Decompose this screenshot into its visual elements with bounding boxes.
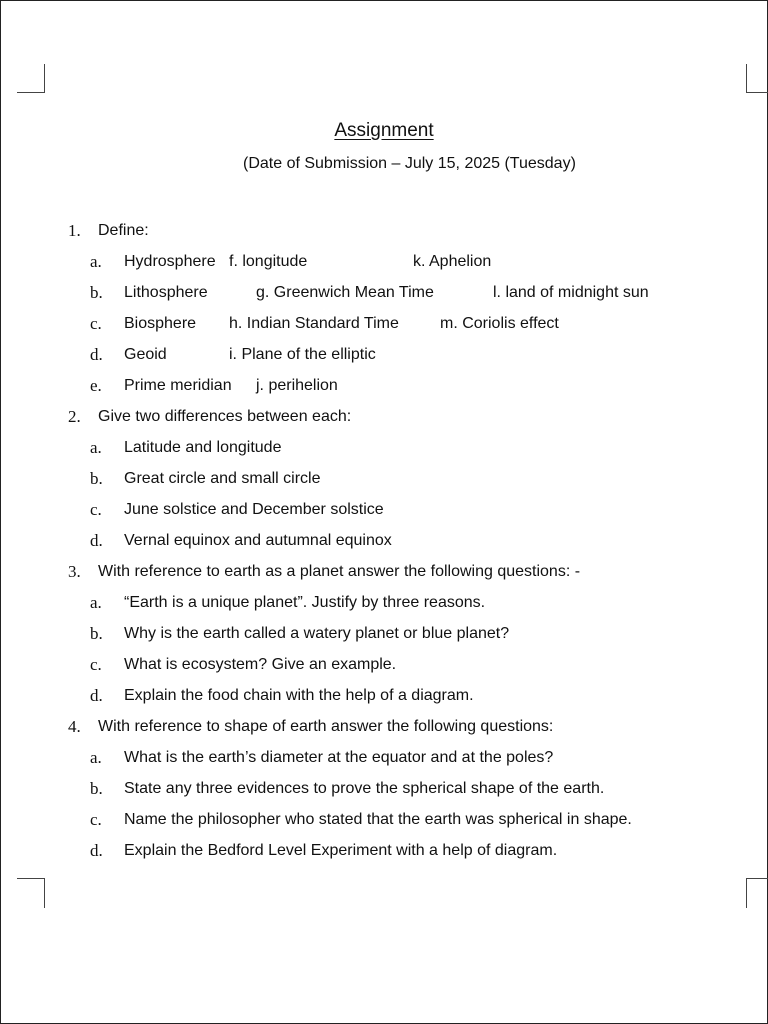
term: l. land of midnight sun — [493, 284, 649, 301]
item-marker: a. — [90, 252, 102, 271]
item-marker: a. — [90, 748, 102, 767]
item-marker: a. — [90, 438, 102, 457]
crop-mark — [746, 878, 747, 908]
term: Lithosphere — [124, 284, 208, 301]
term: i. Plane of the elliptic — [229, 346, 376, 363]
term: m. Coriolis effect — [440, 315, 559, 332]
item-text: Vernal equinox and autumnal equinox — [124, 532, 392, 549]
term: Biosphere — [124, 315, 197, 332]
question-text: With reference to shape of earth answer the following questions: — [98, 718, 554, 735]
term: f. longitude — [229, 253, 308, 270]
item-marker: d. — [90, 841, 103, 860]
term: h. Indian Standard Time — [229, 315, 399, 332]
crop-mark — [44, 64, 45, 92]
crop-mark — [746, 878, 768, 879]
term: Hydrosphere — [124, 253, 216, 270]
item-marker: b. — [90, 779, 103, 798]
item-text: Explain the food chain with the help of a diagram. — [124, 687, 474, 704]
item-marker: c. — [90, 810, 102, 829]
item-marker: e. — [90, 376, 102, 395]
item-text: Name the philosopher who stated that the earth was spherical in shape. — [124, 811, 632, 828]
question-number: 3. — [68, 562, 81, 581]
item-marker: c. — [90, 500, 102, 519]
item-marker: b. — [90, 283, 103, 302]
term: Prime meridian — [124, 377, 232, 394]
item-text: Why is the earth called a watery planet or blue planet? — [124, 625, 510, 642]
submission-date: (Date of Submission – July 15, 2025 (Tuesday) — [243, 155, 576, 172]
question-text: Give two differences between each: — [98, 408, 352, 425]
question-text: Define: — [98, 222, 149, 239]
item-marker: d. — [90, 686, 103, 705]
question-number: 4. — [68, 717, 81, 736]
item-marker: a. — [90, 593, 102, 612]
item-marker: d. — [90, 531, 103, 550]
crop-mark — [17, 878, 45, 879]
crop-mark — [44, 878, 45, 908]
term: j. perihelion — [256, 377, 338, 394]
item-text: Great circle and small circle — [124, 470, 321, 487]
crop-mark — [746, 64, 747, 92]
item-marker: b. — [90, 469, 103, 488]
item-text: State any three evidences to prove the spherical shape of the earth. — [124, 780, 605, 797]
item-text: Explain the Bedford Level Experiment with a help of diagram. — [124, 842, 558, 859]
item-marker: b. — [90, 624, 103, 643]
item-text: What is ecosystem? Give an example. — [124, 656, 397, 673]
term: Geoid — [124, 346, 167, 363]
item-marker: c. — [90, 655, 102, 674]
crop-mark — [746, 92, 768, 93]
item-marker: d. — [90, 345, 103, 364]
question-text: With reference to earth as a planet answer the following questions: - — [98, 563, 581, 580]
item-text: June solstice and December solstice — [124, 501, 384, 518]
term: k. Aphelion — [413, 253, 492, 270]
crop-mark — [17, 92, 45, 93]
question-number: 2. — [68, 407, 81, 426]
document-title: Assignment — [334, 120, 434, 141]
item-text: “Earth is a unique planet”. Justify by three reasons. — [124, 594, 486, 611]
item-text: What is the earth’s diameter at the equator and at the poles? — [124, 749, 554, 766]
term: g. Greenwich Mean Time — [256, 284, 434, 301]
item-marker: c. — [90, 314, 102, 333]
item-text: Latitude and longitude — [124, 439, 282, 456]
question-number: 1. — [68, 221, 81, 240]
